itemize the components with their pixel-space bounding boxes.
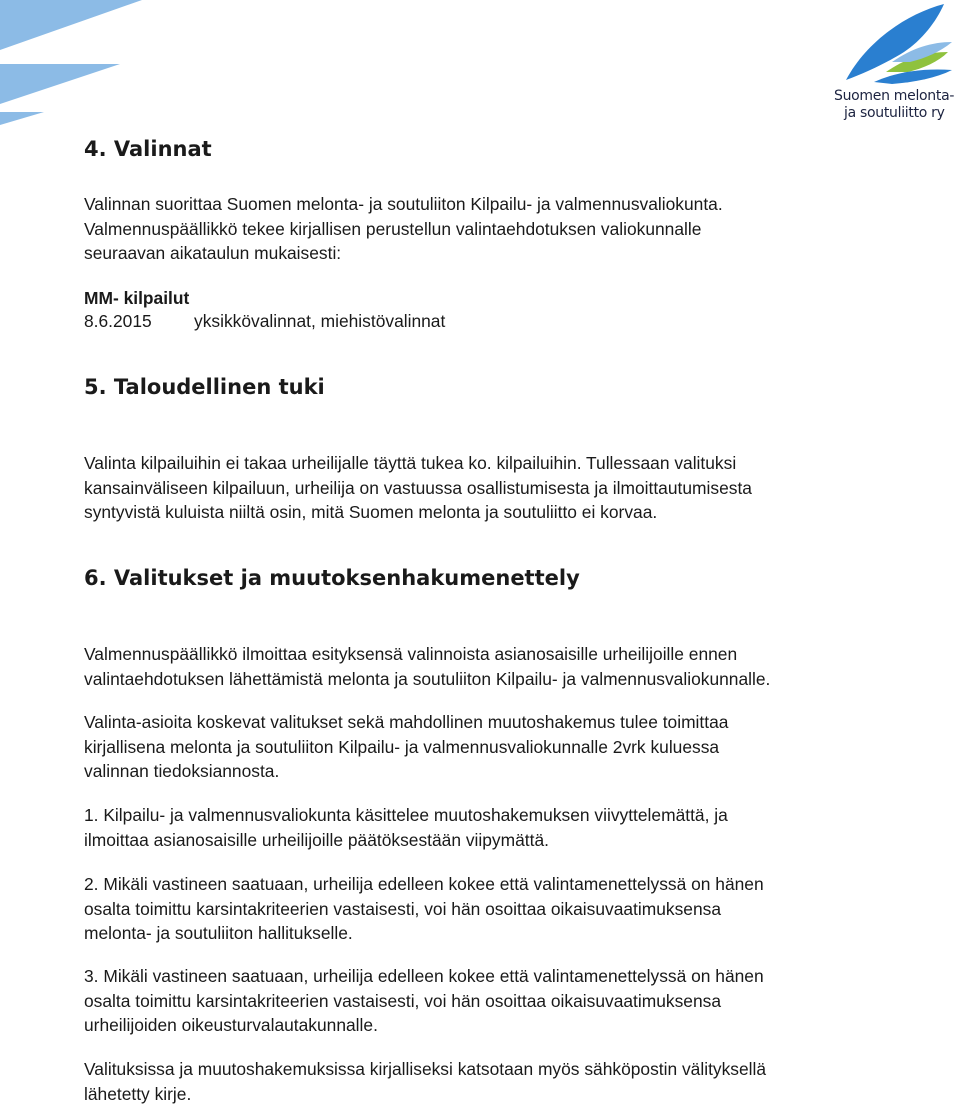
closing-paragraph [84,1057,904,1106]
item3-line-3: urheilijoiden oikeusturvalautakunnalle. [84,1013,904,1038]
federation-logo [826,2,956,124]
item3-line-1: 3. Mikäli vastineen saatuaan, urheilija edelleen kokee että valintamenettelyssä on hänen [84,964,904,989]
item3-line-2: osalta toimittu karsintakriteerien vastaisesti, voi hän osoittaa oikaisuvaatimuksensa [84,989,904,1014]
closing-line-2: lähetetty kirje. [84,1082,904,1106]
section-5-paragraph [84,451,904,525]
schedule-row [84,311,445,332]
section-6-heading: 6. Valitukset ja muutoksenhakumenettely [84,566,580,590]
list-item-3 [84,964,904,1038]
intro-line-3: seuraavan aikataulun mukaisesti: [84,241,904,266]
s6p2-line-3: valinnan tiedoksiannosta. [84,759,904,784]
list-item-2 [84,872,904,946]
wave-logo-icon [826,2,956,86]
section-4-heading: 4. Valinnat [84,137,212,161]
s5-line-2: kansainväliseen kilpailuun, urheilija on vastuussa osallistumisesta ja ilmoittautumisesta [84,476,904,501]
item2-line-2: osalta toimittu karsintakriteerien vastaisesti, voi hän osoittaa oikaisuvaatimuksensa [84,897,904,922]
section-4-intro [84,192,904,266]
schedule-text: yksikkövalinnat, miehistövalinnat [194,311,445,331]
intro-line-2: Valmennuspäällikkö tekee kirjallisen perustellun valintaehdotuksen valiokunnalle [84,217,904,242]
corner-stripes-decoration [0,0,150,125]
logo-text-line2: ja soutuliitto ry [834,105,958,122]
closing-line-1: Valituksissa ja muutoshakemuksissa kirjalliseksi katsotaan myös sähköpostin välityksellä [84,1057,904,1082]
item2-line-3: melonta- ja soutuliiton hallitukselle. [84,921,904,946]
s6p1-line-2: valintaehdotuksen lähettämistä melonta ja soutuliiton Kilpailu- ja valmennusvaliokunnalle. [84,667,904,692]
section-4-subheading: MM- kilpailut [84,286,904,311]
logo-text-line1: Suomen melonta- [834,88,958,105]
s5-line-1: Valinta kilpailuihin ei takaa urheilijalle täyttä tukea ko. kilpailuihin. Tullessaan valituksi [84,451,904,476]
section-5-heading: 5. Taloudellinen tuki [84,375,325,399]
section-6-paragraph-1 [84,642,904,691]
item1-line-1: 1. Kilpailu- ja valmennusvaliokunta käsittelee muutoshakemuksen viivyttelemättä, ja [84,803,904,828]
s5-line-3: syntyvistä kuluista niiltä osin, mitä Suomen melonta ja soutuliitto ei korvaa. [84,500,904,525]
s6p2-line-2: kirjallisena melonta ja soutuliiton Kilpailu- ja valmennusvaliokunnalle 2vrk kuluessa [84,735,904,760]
section-6-paragraph-2 [84,710,904,784]
item2-line-1: 2. Mikäli vastineen saatuaan, urheilija edelleen kokee että valintamenettelyssä on hänen [84,872,904,897]
schedule-date: 8.6.2015 [84,311,194,332]
intro-line-1: Valinnan suorittaa Suomen melonta- ja soutuliiton Kilpailu- ja valmennusvaliokunta. [84,192,904,217]
list-item-1 [84,803,904,852]
s6p2-line-1: Valinta-asioita koskevat valitukset sekä mahdollinen muutoshakemus tulee toimittaa [84,710,904,735]
item1-line-2: ilmoittaa asianosaisille urheilijoille päätöksestään viipymättä. [84,828,904,853]
logo-text [834,88,958,122]
s6p1-line-1: Valmennuspäällikkö ilmoittaa esityksensä valinnoista asianosaisille urheilijoille ennen [84,642,904,667]
